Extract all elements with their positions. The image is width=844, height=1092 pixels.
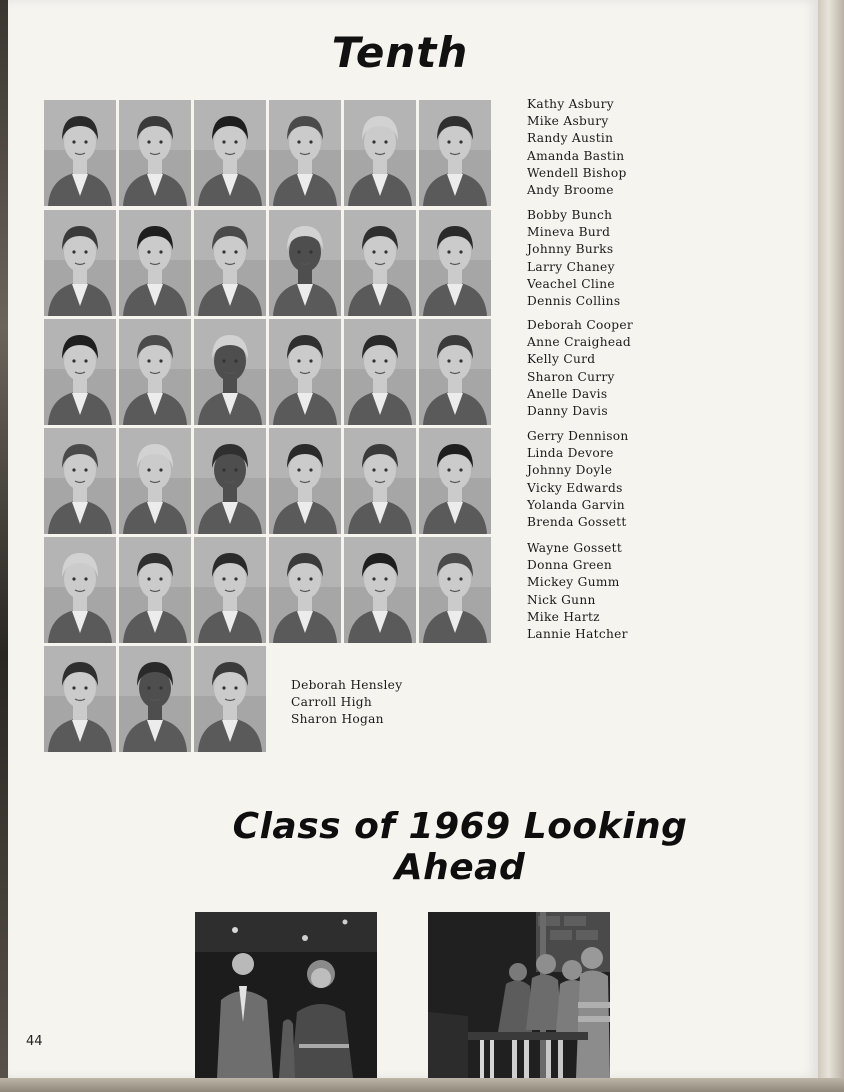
student-name: Andy Broome: [527, 183, 614, 198]
student-name: Johnny Doyle: [527, 463, 613, 478]
student-name: Dennis Collins: [527, 294, 621, 309]
student-portrait: [344, 319, 416, 425]
student-portrait: [269, 537, 341, 643]
names-row-1: [527, 96, 627, 199]
student-portrait: [44, 100, 116, 206]
student-portrait: [194, 210, 266, 316]
student-name: Randy Austin: [527, 131, 614, 146]
student-portrait: [119, 319, 191, 425]
page-number: 44: [26, 1034, 43, 1049]
student-portrait: [344, 428, 416, 534]
student-name: Johnny Burks: [527, 242, 614, 257]
student-name: Bobby Bunch: [527, 208, 613, 222]
names-row-4: [527, 428, 629, 531]
student-portrait: [44, 319, 116, 425]
book-spine: [0, 0, 8, 1092]
page-bottom-edge: [0, 1078, 844, 1092]
names-row-3: [527, 317, 633, 420]
student-name: Sharon Hogan: [291, 712, 384, 727]
student-portrait: [344, 210, 416, 316]
student-name: Mineva Burd: [527, 225, 611, 240]
student-portrait: [419, 537, 491, 643]
student-name: Carroll High: [291, 695, 373, 710]
student-portrait: [194, 100, 266, 206]
student-name: Veachel Cline: [527, 276, 615, 291]
student-portrait: [44, 210, 116, 316]
student-name: Lannie Hatcher: [527, 627, 628, 642]
student-portrait: [194, 428, 266, 534]
student-portrait: [44, 646, 116, 752]
student-name: Donna Green: [527, 558, 613, 573]
student-name: Danny Davis: [527, 404, 608, 419]
candid-photo-left: [195, 912, 377, 1078]
student-name: Nick Gunn: [527, 592, 596, 607]
candid-photo-right: [428, 912, 610, 1078]
student-name: Gerry Dennison: [527, 429, 629, 443]
student-name: Anelle Davis: [527, 386, 608, 401]
student-portrait: [119, 537, 191, 643]
student-portrait: [419, 210, 491, 316]
student-name: Deborah Hensley: [291, 678, 403, 692]
page-title: Tenth: [331, 28, 469, 77]
student-portrait: [194, 646, 266, 752]
student-portrait: [194, 319, 266, 425]
student-name: Mike Asbury: [527, 114, 609, 129]
student-portrait: [119, 210, 191, 316]
names-row-2: [527, 207, 620, 310]
student-name: Brenda Gossett: [527, 515, 627, 530]
student-portrait: [119, 646, 191, 752]
class-headline: Class of 1969 Looking Ahead: [232, 806, 688, 888]
student-name: Anne Craighead: [527, 335, 632, 350]
student-name: Sharon Curry: [527, 369, 615, 384]
student-name: Deborah Cooper: [527, 318, 633, 332]
student-name: Vicky Edwards: [527, 480, 623, 495]
names-row-5: [527, 540, 628, 643]
student-name: Amanda Bastin: [527, 148, 625, 163]
student-portrait: [419, 100, 491, 206]
student-portrait: [344, 100, 416, 206]
student-portrait: [194, 537, 266, 643]
student-portrait: [419, 319, 491, 425]
student-name: Mickey Gumm: [527, 575, 620, 590]
student-name: Kelly Curd: [527, 352, 596, 367]
student-portrait: [344, 537, 416, 643]
student-portrait: [119, 100, 191, 206]
student-name: Kathy Asbury: [527, 97, 614, 111]
student-portrait: [269, 428, 341, 534]
student-portrait: [44, 537, 116, 643]
student-name: Wayne Gossett: [527, 541, 623, 555]
student-portrait: [269, 319, 341, 425]
student-portrait: [119, 428, 191, 534]
student-name: Larry Chaney: [527, 259, 615, 274]
names-row-6: [291, 677, 402, 729]
student-portrait: [269, 210, 341, 316]
student-name: Mike Hartz: [527, 609, 600, 624]
student-portrait: [269, 100, 341, 206]
page-edge: [818, 0, 844, 1092]
student-name: Yolanda Garvin: [527, 497, 625, 512]
student-name: Wendell Bishop: [527, 165, 627, 180]
student-name: Linda Devore: [527, 446, 614, 461]
student-portrait: [419, 428, 491, 534]
student-portrait: [44, 428, 116, 534]
